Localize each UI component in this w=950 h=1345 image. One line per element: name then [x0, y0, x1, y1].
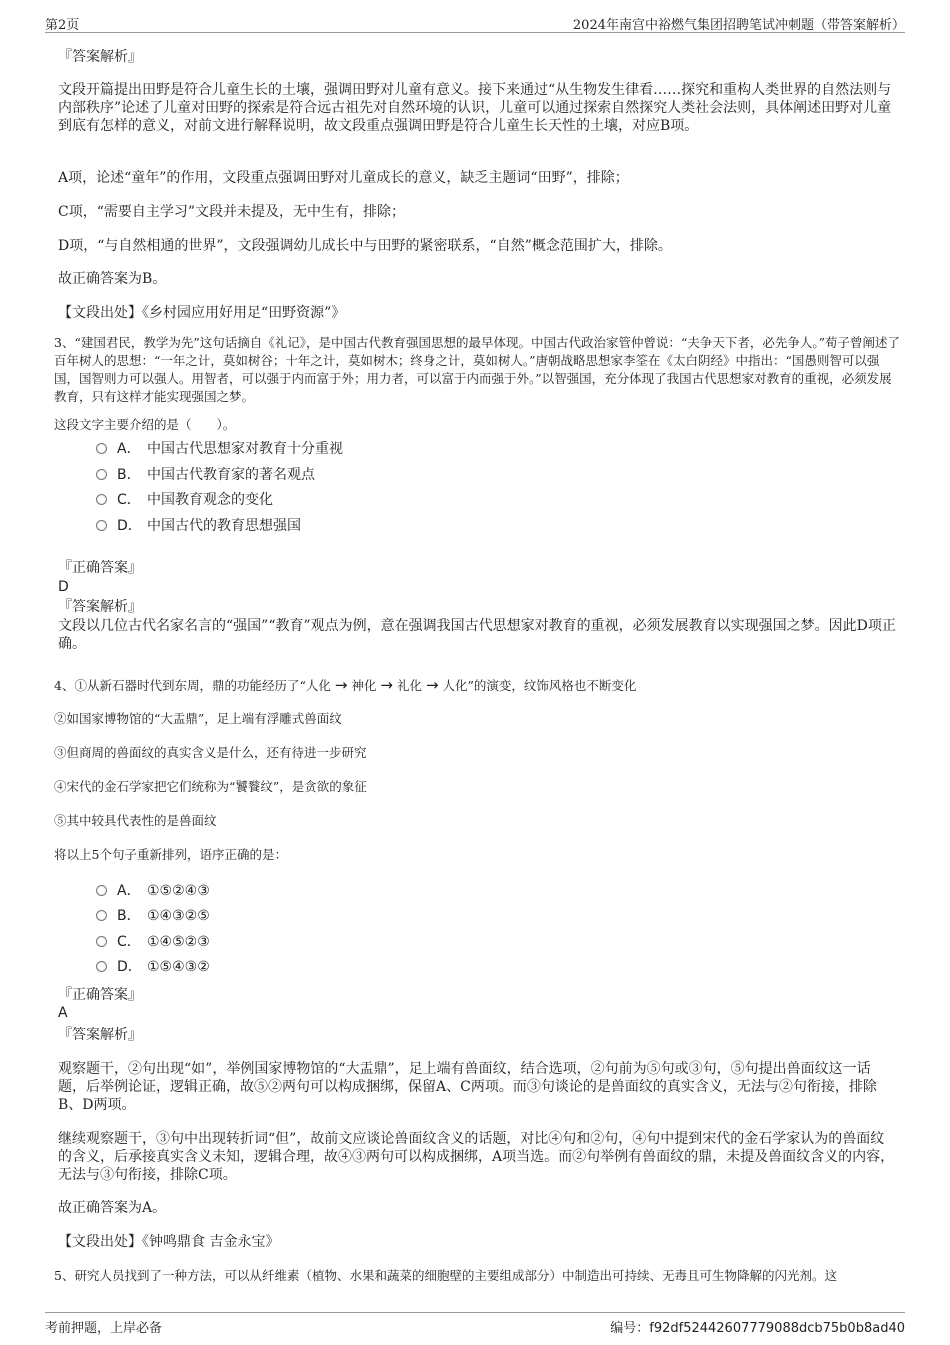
document-code: 编号：f92df52442607779088dcb75b0b8ad40 [610, 1321, 905, 1336]
q3-stem: 3、“建国君民，教学为先”这句话摘自《礼记》，是中国古代教育强国思想的最早体现。中国古代政治家管仲曾说：“夫争天下者，必先争人。”荀子曾阐述了百年树人的思想：“一年之计，莫如树谷；十年之计，莫如树木；终身之计，莫如树人。”唐朝战略思想家李筌在《太白阴经》中指出：“国愚则智可以强国，国智则力可以强人。用智者，可以强于内而富于外；用力者，可以富于内而强于外。”以智强国，充分体现了我国古代思想家对教育的重视，必须发展教育，只有这样才能实现强国之梦。 [54, 335, 901, 404]
page-header [45, 12, 905, 33]
radio-circle-icon[interactable] [96, 961, 107, 972]
q2-analysis-paragraph: 文段开篇提出田野是符合儿童生长的土壤，强调田野对儿童有意义。接下来通过“从生物发生律看……探究和重构人类世界的自然法则与内部秩序”论述了儿童对田野的探索是符合远古祖先对自然环境的认识，儿童可以通过探索自然探究人类社会法则，具体阐述田野对儿童到底有怎样的意义，对前文进行解释说明，故文段重点强调田野是符合儿童生长天性的土壤，对应B项。 [58, 82, 892, 134]
radio-circle-icon[interactable] [96, 469, 107, 480]
q2-analysis-option-a: A项，论述“童年”的作用，文段重点强调田野对儿童成长的意义，缺乏主题词“田野”，排除； [58, 170, 629, 186]
footer-slogan: 考前押题，上岸必备 [45, 1321, 163, 1336]
page-footer [45, 1312, 905, 1337]
q4-source: 【文段出处】《钟鸣鼎食 吉金永宝》 [58, 1234, 280, 1250]
radio-circle-icon[interactable] [96, 910, 107, 921]
radio-circle-icon[interactable] [96, 936, 107, 947]
q2-analysis-label: 『答案解析』 [58, 49, 142, 65]
q4-sentence-5: ⑤其中较具代表性的是兽面纹 [54, 813, 217, 828]
q4-option-b[interactable]: B． ①④③②⑤ [96, 907, 210, 925]
q4-option-c[interactable]: C． ①④⑤②③ [96, 933, 210, 951]
right-arrow-icon: → [334, 676, 348, 694]
q3-option-c[interactable]: C． 中国教育观念的变化 [96, 491, 273, 509]
q3-answer-label: 『正确答案』 [58, 560, 142, 576]
q3-analysis: 文段以几位古代名家名言的“强国”“教育”观点为例，意在强调我国古代思想家对教育的重视，必须发展教育以实现强国之梦。因此D项正确。 [58, 618, 896, 652]
q2-source: 【文段出处】《乡村园应用好用足“田野资源”》 [58, 305, 346, 321]
q4-answer: A [58, 1005, 68, 1021]
q3-option-d[interactable]: D． 中国古代的教育思想强国 [96, 517, 301, 535]
q5-stem: 5、研究人员找到了一种方法，可以从纤维素（植物、水果和蔬菜的细胞壁的主要组成部分）中制造出可持续、无毒且可生物降解的闪光剂。这 [54, 1268, 837, 1283]
q3-option-a[interactable]: A． 中国古代思想家对教育十分重视 [96, 440, 343, 458]
q4-sentence-4: ④宋代的金石学家把它们统称为“饕餮纹”，是贪欲的象征 [54, 779, 367, 794]
document-title: 2024年南宫中裕燃气集团招聘笔试冲刺题（带答案解析） [572, 18, 905, 33]
radio-circle-icon[interactable] [96, 520, 107, 531]
radio-circle-icon[interactable] [96, 443, 107, 454]
page-number: 第2页 [45, 18, 80, 33]
right-arrow-icon: → [380, 676, 393, 694]
q4-sentence-2: ②如国家博物馆的“大盂鼎”，足上端有浮雕式兽面纹 [54, 711, 342, 726]
q4-answer-label: 『正确答案』 [58, 987, 142, 1003]
q4-option-a[interactable]: A． ①⑤②④③ [96, 882, 210, 900]
q3-prompt: 这段文字主要介绍的是（ ）。 [54, 417, 236, 432]
radio-circle-icon[interactable] [96, 885, 107, 896]
q4-analysis-label: 『答案解析』 [58, 1027, 142, 1043]
radio-circle-icon[interactable] [96, 494, 107, 505]
q3-option-b[interactable]: B． 中国古代教育家的著名观点 [96, 466, 315, 484]
q4-conclusion: 故正确答案为A。 [58, 1200, 167, 1216]
q2-analysis-option-c: C项，“需要自主学习”文段并未提及，无中生有，排除； [58, 204, 406, 220]
right-arrow-icon: → [425, 676, 439, 694]
q4-sentence-3: ③但商周的兽面纹的真实含义是什么，还有待进一步研究 [54, 745, 367, 760]
q4-prompt: 将以上5个句子重新排列，语序正确的是： [54, 847, 287, 862]
q4-sentence-1: 4、①从新石器时代到东周，鼎的功能经历了“人化 → 神化 → 礼化 → 人化”的演变，纹饰风格也不断变化 [54, 676, 637, 694]
q4-analysis-paragraph-1: 观察题干，②句出现“如”，举例国家博物馆的“大盂鼎”，足上端有兽面纹，结合选项，②句前为⑤句或③句，⑤句提出兽面纹这一话题，后举例论证，逻辑正确，故⑤②两句可以构成捆绑，保留A、C两项。而③句谈论的是兽面纹的真实含义，无法与②句衔接，排除B、D两项。 [58, 1061, 877, 1113]
q2-analysis-option-d: D项，“与自然相通的世界”，文段强调幼儿成长中与田野的紧密联系，“自然”概念范围扩大，排除。 [58, 238, 672, 254]
q3-answer: D [58, 579, 69, 595]
q2-conclusion: 故正确答案为B。 [58, 271, 167, 287]
q4-option-d[interactable]: D． ①⑤④③② [96, 958, 210, 976]
q3-analysis-label: 『答案解析』 [58, 599, 142, 615]
q4-analysis-paragraph-2: 继续观察题干，③句中出现转折词“但”，故前文应谈论兽面纹含义的话题，对比④句和②句，④句中提到宋代的金石学家认为的兽面纹的含义，后承接真实含义未知，逻辑合理，故④③两句可以构成捆绑，A项当选。而②句举例有兽面纹的鼎，未提及兽面纹含义的内容，无法与③句衔接，排除C项。 [58, 1131, 895, 1183]
